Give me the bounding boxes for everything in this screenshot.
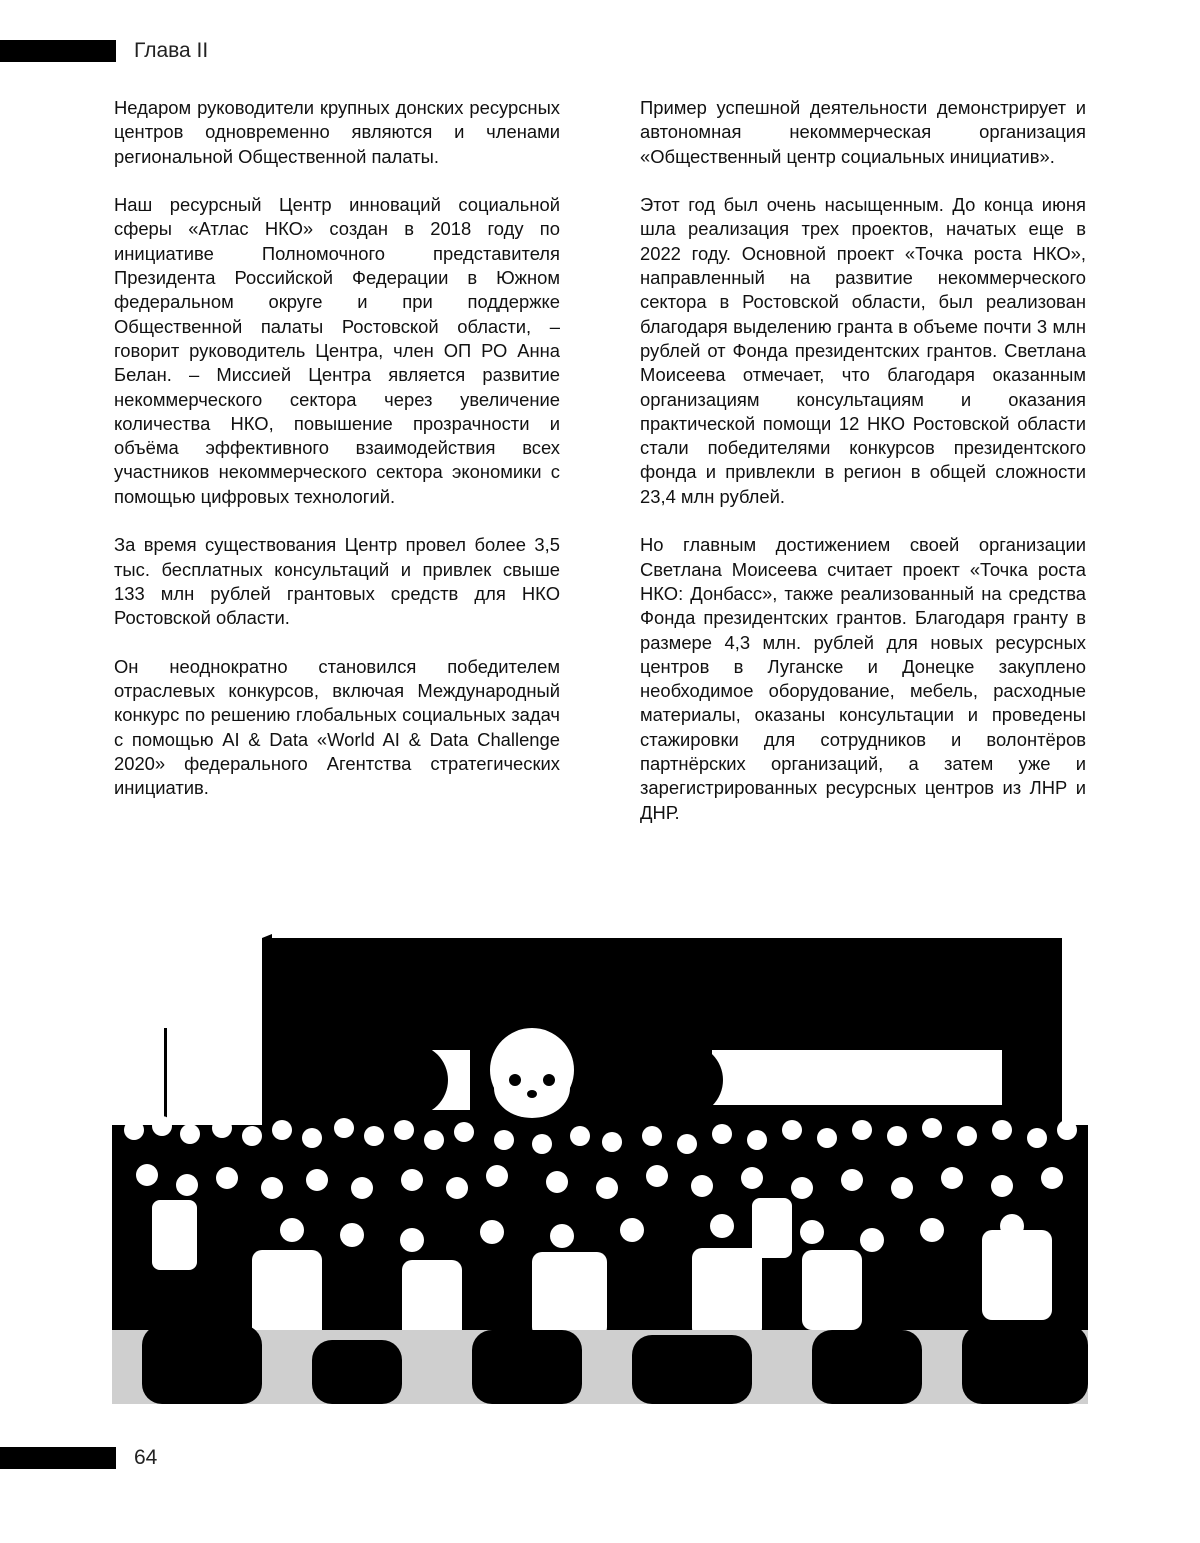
group-photo [112, 930, 1088, 1404]
paragraph: Но главным достижением своей организации Светлана Моисеева считает проект «Точка роста НКО: Донбасс», также реализованный на средства Фонда президентских грантов. Благодаря гранту в размере 4,3 млн. рублей для новых ресурсных центров в Луганске и Донецке закуплено необходимое оборудование, мебель, расходные материалы, оказаны консультации и проведены стажировки для сотрудников и волонтёров партнёрских организаций, а затем уже и зарегистрированных ресурсных центров из ЛНР и ДНР. [640, 534, 1086, 823]
left-column [114, 96, 560, 825]
footer-bar [0, 1447, 116, 1469]
paragraph: Этот год был очень насыщенным. До конца июня шла реализация трех проектов, начатых еще в 2022 году. Основной проект «Точка роста НКО», направленный на развитие некоммерческого сектора в Ростовской области, был реализован благодаря выделению гранта в объеме почти 3 млн рублей от Фонда президентских грантов. Светлана Моисеева отмечает, что благодаря оказанным организациям консультациям и оказания практической помощи 12 НКО Ростовской области стали победителями конкурсов президентского фонда и привлекли в регион в общей сложности 23,4 млн рублей. [640, 194, 1086, 507]
paragraph: Недаром руководители крупных донских ресурсных центров одновременно являются и членами региональной Общественной палаты. [114, 97, 560, 167]
page-number: 64 [134, 1446, 158, 1469]
header-bar [0, 40, 116, 62]
right-column [640, 96, 1086, 849]
paragraph: Он неоднократно становился победителем отраслевых конкурсов, включая Международный конкурс по решению глобальных социальных задач с помощью AI & Data «World AI & Data Challenge 2020» федерального Агентства стратегических инициатив. [114, 655, 560, 799]
group-photo-image [112, 930, 1088, 1404]
paragraph: Наш ресурсный Центр инноваций социальной сферы «Атлас НКО» создан в 2018 году по инициативе Полномочного представителя Президента Российской Федерации в Южном федеральном округе и при поддержке Общественной палаты Ростовской области, – говорит руководитель Центра, член ОП РО Анна Белан. – Миссией Центра является развитие некоммерческого сектора через увеличение количества НКО, повышение прозрачности и объёма эффективного взаимодействия всех участников некоммерческого сектора экономики с помощью цифровых технологий. [114, 194, 560, 507]
paragraph: Пример успешной деятельности демонстрирует и автономная некоммерческая организация «Общественный центр социальных инициатив». [640, 97, 1086, 167]
paragraph: За время существования Центр провел более 3,5 тыс. бесплатных консультаций и привлек свыше 133 млн рублей грантовых средств для НКО Ростовской области. [114, 534, 560, 629]
chapter-title: Глава II [134, 39, 209, 62]
